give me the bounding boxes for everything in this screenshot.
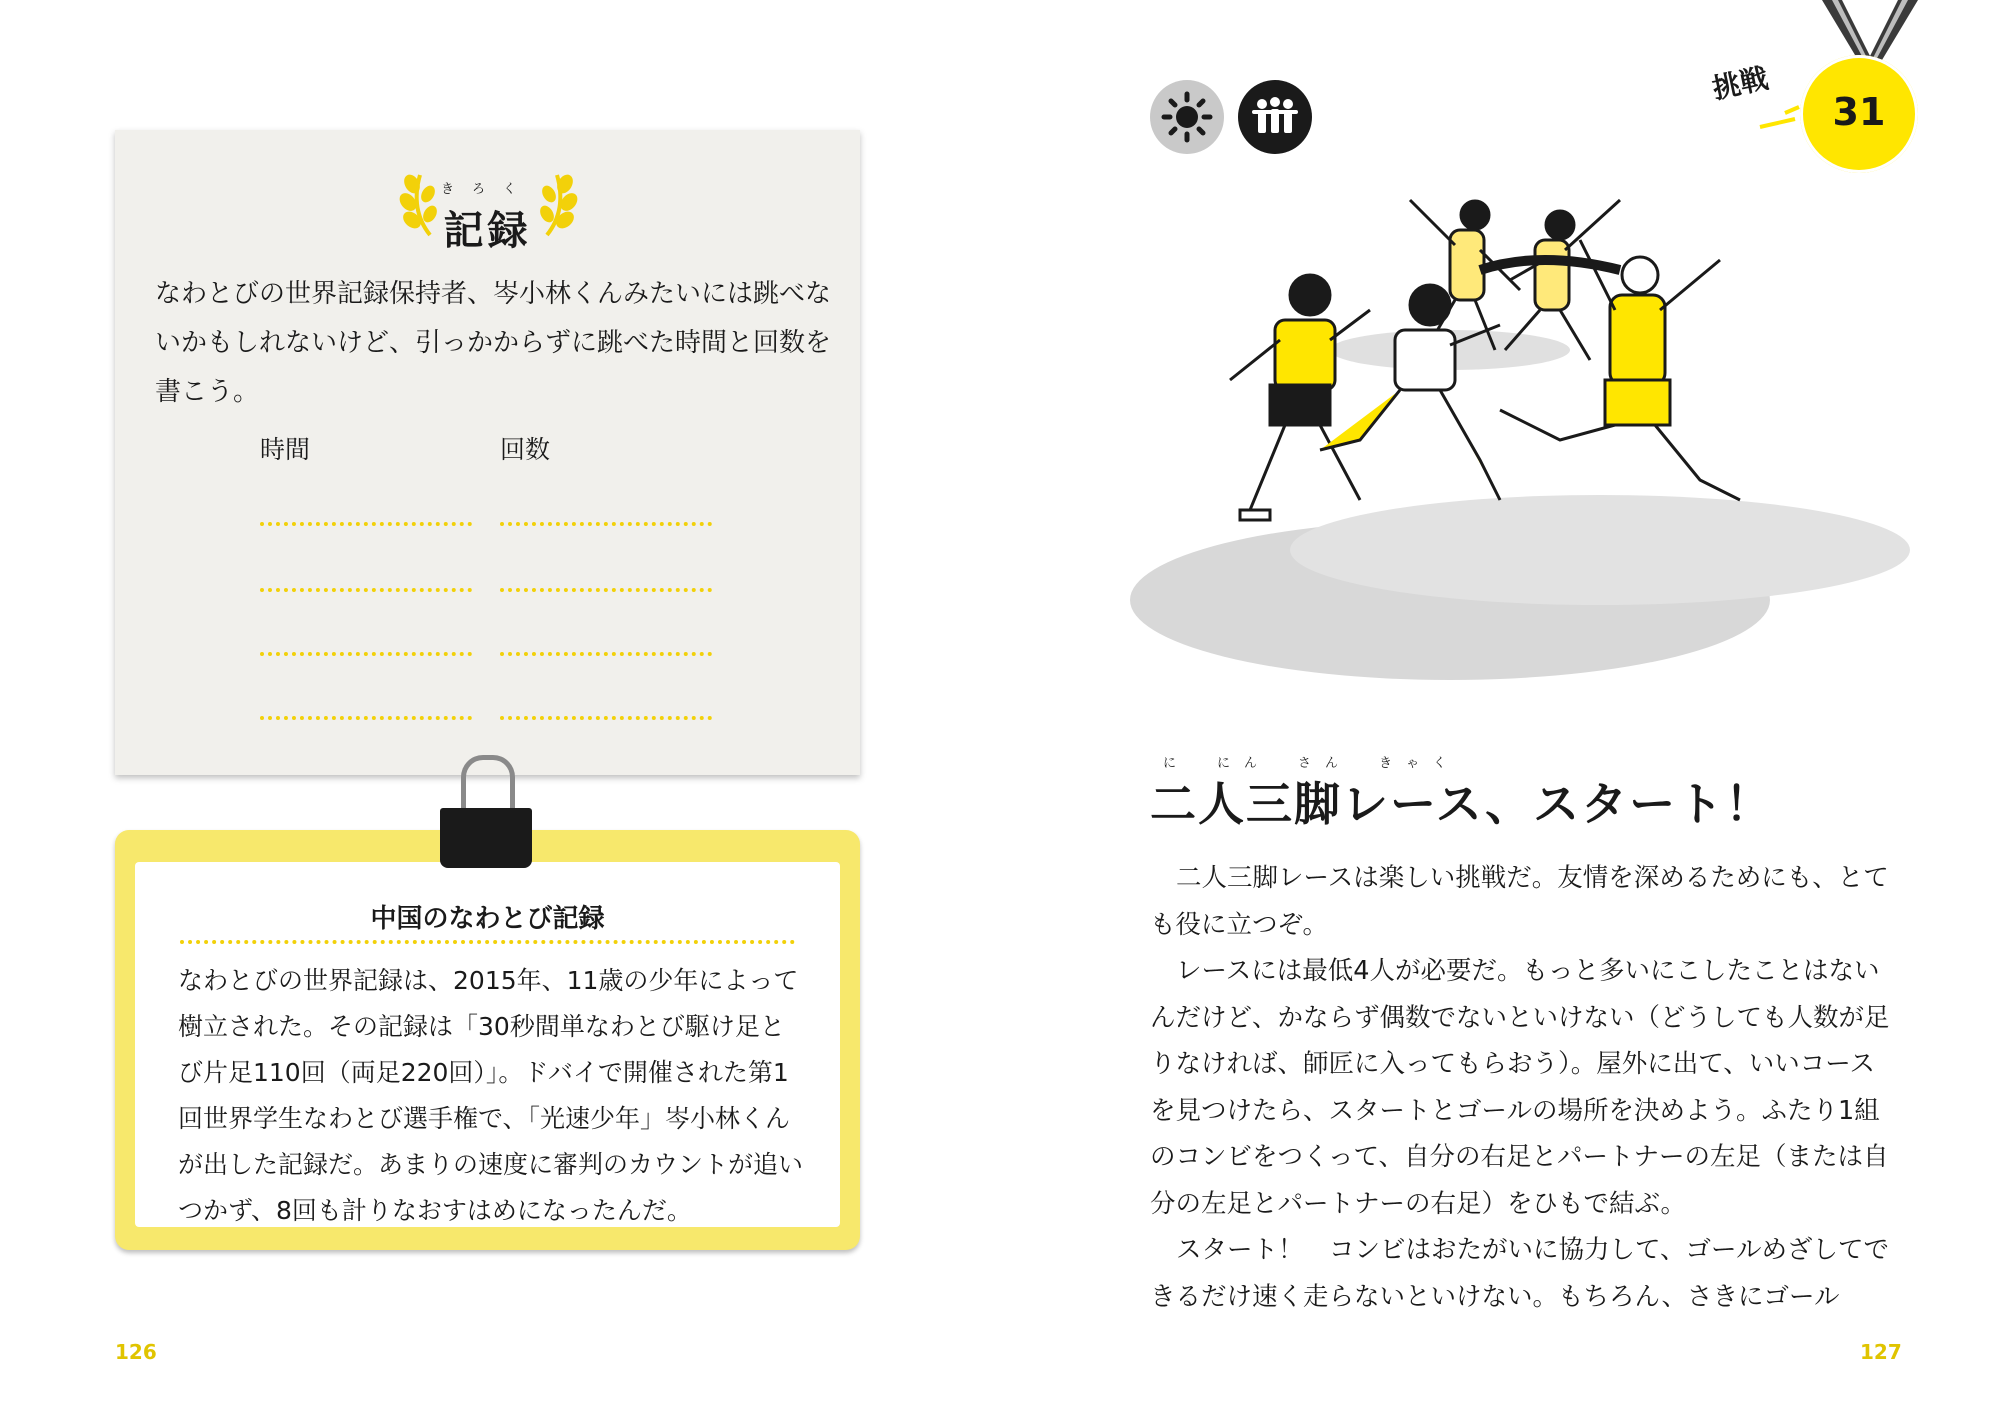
time-entry-line[interactable]	[260, 652, 472, 656]
china-record-title: 中国のなわとび記録	[370, 904, 605, 934]
record-title	[115, 178, 860, 256]
body-text	[1150, 855, 1890, 1320]
count-entry-line[interactable]	[500, 716, 712, 720]
heading-ruby: に にん さん きゃく	[1163, 756, 1461, 771]
time-column-label: 時間	[260, 435, 311, 464]
count-column-label: 回数	[500, 435, 551, 464]
time-entry-line[interactable]	[260, 716, 472, 720]
body-paragraph: 二人三脚レースは楽しい挑戦だ。友情を深めるためにも、とても役に立つぞ。	[1150, 863, 1889, 940]
time-entry-line[interactable]	[260, 522, 472, 526]
binder-clip-icon	[440, 808, 532, 868]
page-number-right: 127	[1860, 1340, 1902, 1364]
record-title-text: 記録	[443, 208, 532, 254]
divider	[180, 940, 795, 944]
china-record-body: なわとびの世界記録は、2015年、11歳の少年によって樹立された。その記録は「30秒間単なわとび駆け足とび片足110回（両足220回）」。ドバイで開催された第1回世界学生なわとび選手権で、「光速少年」岑小林くんが出した記録だ。あまりの速度に審判のカウントが追いつかず、8回も計りなおすはめになったんだ。	[178, 966, 804, 1225]
record-intro: なわとびの世界記録保持者、岑小林くんみたいには跳べないかもしれないけど、引っかからずに跳べた時間と回数を書こう。	[155, 279, 832, 407]
count-entry-line[interactable]	[500, 652, 712, 656]
page-number-left: 126	[115, 1340, 157, 1364]
group-icon	[1238, 80, 1312, 154]
challenge-label: 挑戦	[1709, 61, 1772, 106]
time-entry-line[interactable]	[260, 588, 472, 592]
challenge-number: 31	[1832, 90, 1886, 134]
record-title-ruby: きろく	[440, 182, 534, 197]
runners-illustration	[1120, 180, 1910, 710]
page-heading: 二人三脚レース、スタート！	[1150, 777, 1774, 831]
record-card	[115, 130, 860, 775]
count-entry-line[interactable]	[500, 588, 712, 592]
body-paragraph: レースには最低4人が必要だ。もっと多いにこしたことはないんだけど、かならず偶数でないといけない（どうしても人数が足りなければ、師匠に入ってもらおう）。屋外に出て、いいコースを見つけたら、スタートとゴールの場所を決めよう。ふたり1組のコンビをつくって、自分の右足とパートナーの左足（または自分の左足とパートナーの右足）をひもで結ぶ。	[1150, 956, 1890, 1219]
accent-strokes-icon	[1755, 105, 1805, 135]
sun-icon	[1150, 80, 1224, 154]
body-paragraph: スタート！ コンビはおたがいに協力して、ゴールめざしてできるだけ速く走らないといけない。もちろん、さきにゴール	[1150, 1235, 1889, 1312]
count-entry-line[interactable]	[500, 522, 712, 526]
